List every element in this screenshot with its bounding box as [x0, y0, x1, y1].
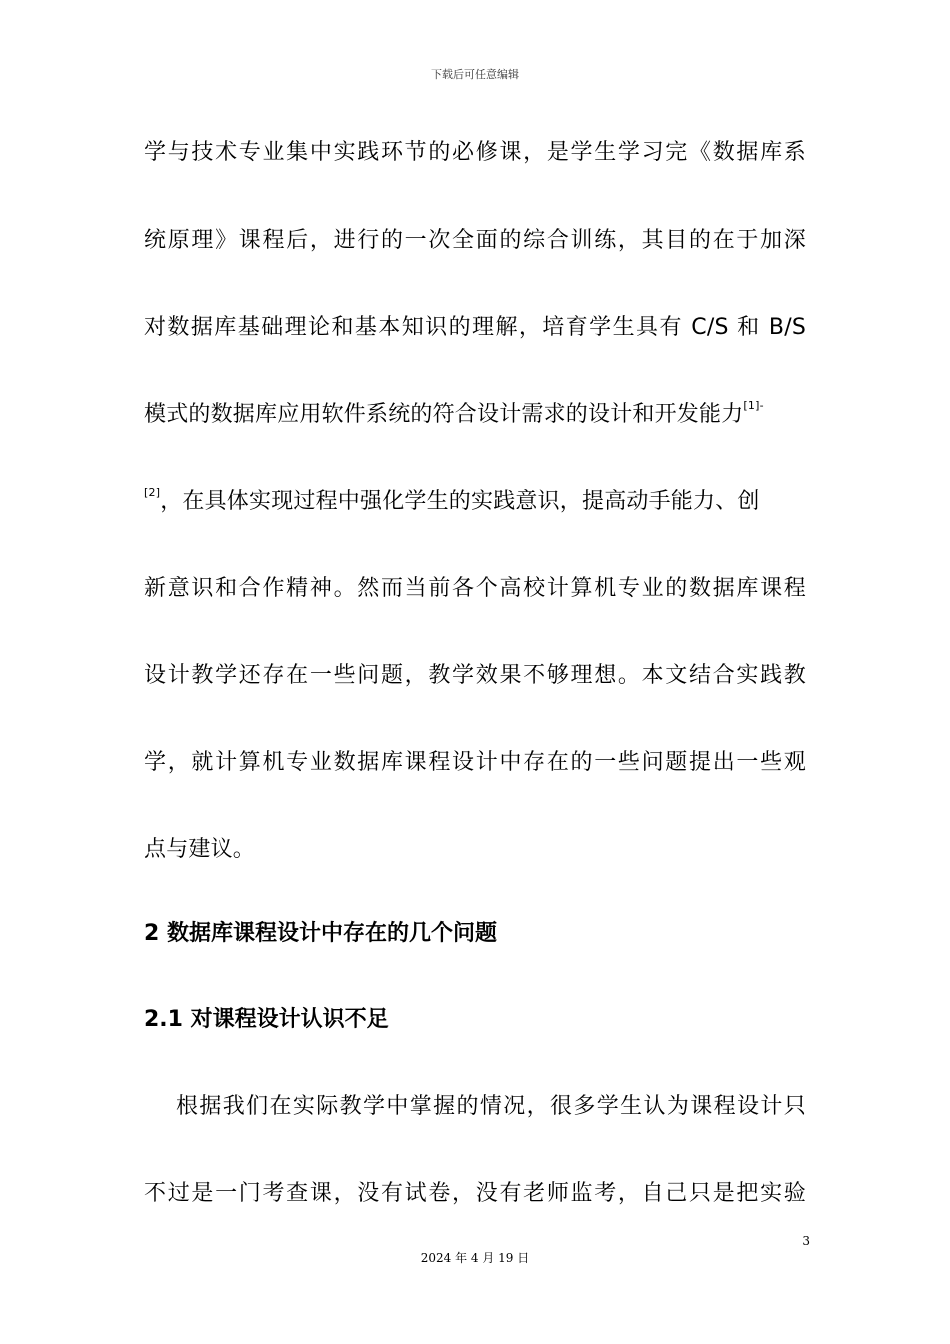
- line-text: ，在具体实现过程中强化学生的实践意识，提高动手能力、创: [160, 489, 760, 514]
- paragraph-line: 根据我们在实际教学中掌握的情况，很多学生认为课程设计只: [176, 1094, 806, 1119]
- paragraph-line: 统原理》课程后，进行的一次全面的综合训练，其目的在于加深: [144, 228, 806, 253]
- paragraph-line: 学与技术专业集中实践环节的必修课，是学生学习完《数据库系: [144, 140, 806, 165]
- citation-superscript: [2]: [144, 486, 161, 499]
- paragraph-line: [144, 488, 760, 516]
- paragraph-line: 学，就计算机专业数据库课程设计中存在的一些问题提出一些观: [144, 750, 806, 775]
- paragraph-line: 不过是一门考查课，没有试卷，没有老师监考，自己只是把实验: [144, 1181, 806, 1206]
- line-text: 模式的数据库应用软件系统的符合设计需求的设计和开发能力: [144, 402, 744, 427]
- paragraph-line: 设计教学还存在一些问题，教学效果不够理想。本文结合实践教: [144, 663, 806, 688]
- page-footer-date: 2024 年 4 月 19 日: [420, 1251, 530, 1265]
- paragraph-line: 点与建议。: [144, 837, 256, 862]
- paragraph-line: [144, 401, 764, 429]
- section-heading: 2 数据库课程设计中存在的几个问题: [144, 921, 497, 946]
- paragraph-line: 新意识和合作精神。然而当前各个高校计算机专业的数据库课程: [144, 576, 806, 601]
- page-header: 下载后可任意编辑: [431, 68, 519, 81]
- citation-superscript: [1]-: [743, 399, 764, 412]
- page-number: 3: [802, 1234, 810, 1248]
- paragraph-line: 对数据库基础理论和基本知识的理解，培育学生具有 C/S 和 B/S: [144, 315, 806, 340]
- subsection-heading: 2.1 对课程设计认识不足: [144, 1007, 389, 1032]
